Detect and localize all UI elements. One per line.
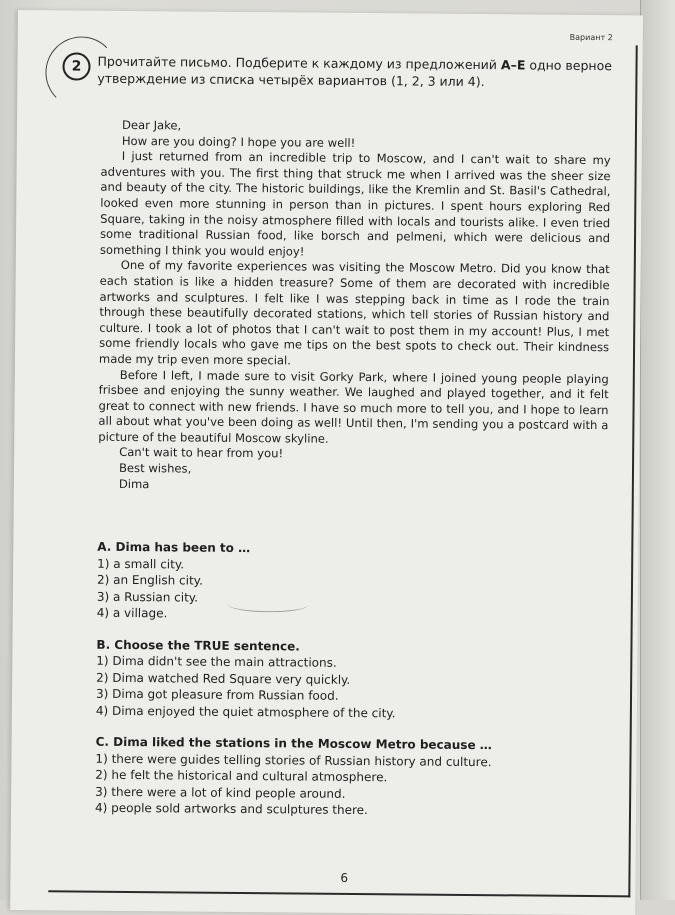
answer-option: 4) a village. bbox=[96, 605, 168, 621]
answer-option: 1) a small city. bbox=[97, 556, 185, 571]
question-title: C. Dima liked the stations in the Moscow Metro because … bbox=[95, 734, 492, 753]
question-b bbox=[96, 636, 607, 723]
instruction-text-end: одно верное утверждение из списка четырёх вариантов (1, 2, 3 или 4). bbox=[97, 57, 613, 90]
letter-closing: Can't wait to hear from you! bbox=[119, 445, 284, 461]
answer-option: 4) people sold artworks and sculptures there. bbox=[94, 800, 368, 818]
variant-label: Вариант 2 bbox=[569, 32, 613, 43]
task-instruction bbox=[97, 53, 617, 92]
letter-opening: How are you doing? I hope you are well! bbox=[121, 133, 356, 150]
instruction-text-start: Прочитайте письмо. Подберите к каждому из предложений bbox=[97, 53, 502, 73]
answer-option: 3) there were a lot of kind people around. bbox=[95, 784, 346, 801]
answer-option: 1) there were guides telling stories of Russian history and culture. bbox=[95, 751, 492, 769]
instruction-bold-range: A–E bbox=[500, 57, 526, 73]
answer-option: 2) Dima watched Red Square very quickly. bbox=[96, 670, 351, 687]
question-a bbox=[97, 539, 608, 626]
letter-paragraph-2: One of my favorite experiences was visiting the Moscow Metro. Did you know that each station is like a hidden treasure? Some of them are decorated with incredible artworks and sculptures. I felt like I was stepping back in time as I rode the train through these beautifully decorated stations, which tell stories of Russian history and culture. I took a lot of photos that I can't wait to post them in my account! Plus, I met some friendly locals who gave me tips on the best spots to check out. Their kindness made my trip even more special. bbox=[98, 258, 610, 368]
letter-signature: Dima bbox=[118, 476, 150, 491]
letter-sign-off: Best wishes, bbox=[118, 460, 192, 476]
next-page-edge bbox=[640, 0, 675, 900]
task-number: 2 bbox=[62, 52, 90, 80]
letter-greeting: Dear Jake, bbox=[121, 117, 182, 133]
answer-option: 3) Dima got pleasure from Russian food. bbox=[95, 686, 339, 703]
letter-paragraph-1: I just returned from an incredible trip to Moscow, and I can't wait to share my adventures with you. The first thing that struck me when I arrived was the sheer size and beauty of the city. The historic buildings, like the Kremlin and St. Basil's Cathedral, looked even more stunning in person than in pictures. I spent hours exploring Red Square, taking in the noisy atmosphere filled with locals and tourists alike. I even tried some traditional Russian food, like borsch and pelmeni, which were delicious and something I think you would enjoy! bbox=[99, 149, 611, 259]
letter-paragraph-3: Before I left, I made sure to visit Gorky Park, where I joined young people playing frisbee and enjoying the sunny weather. We laughed and played together, and it felt great to connect with new friends. I have so much more to tell you, and I hope to learn all about what you've been doing as well! Until then, I'm sending you a postcard with a picture of the beautiful Moscow skyline. bbox=[98, 367, 609, 446]
page-number: 6 bbox=[340, 870, 349, 885]
answer-option: 3) a Russian city. bbox=[96, 589, 199, 605]
worksheet-page bbox=[10, 10, 643, 915]
question-c bbox=[95, 734, 606, 821]
question-list bbox=[95, 539, 608, 836]
letter-text bbox=[98, 118, 611, 497]
question-title: A. Dima has been to … bbox=[97, 539, 251, 556]
answer-option: 2) an English city. bbox=[96, 572, 203, 588]
answer-option: 1) Dima didn't see the main attractions. bbox=[96, 653, 337, 670]
answer-option: 2) he felt the historical and cultural atmosphere. bbox=[95, 767, 388, 785]
answer-option: 4) Dima enjoyed the quiet atmosphere of the city. bbox=[95, 703, 396, 720]
question-title: B. Choose the TRUE sentence. bbox=[96, 637, 300, 653]
